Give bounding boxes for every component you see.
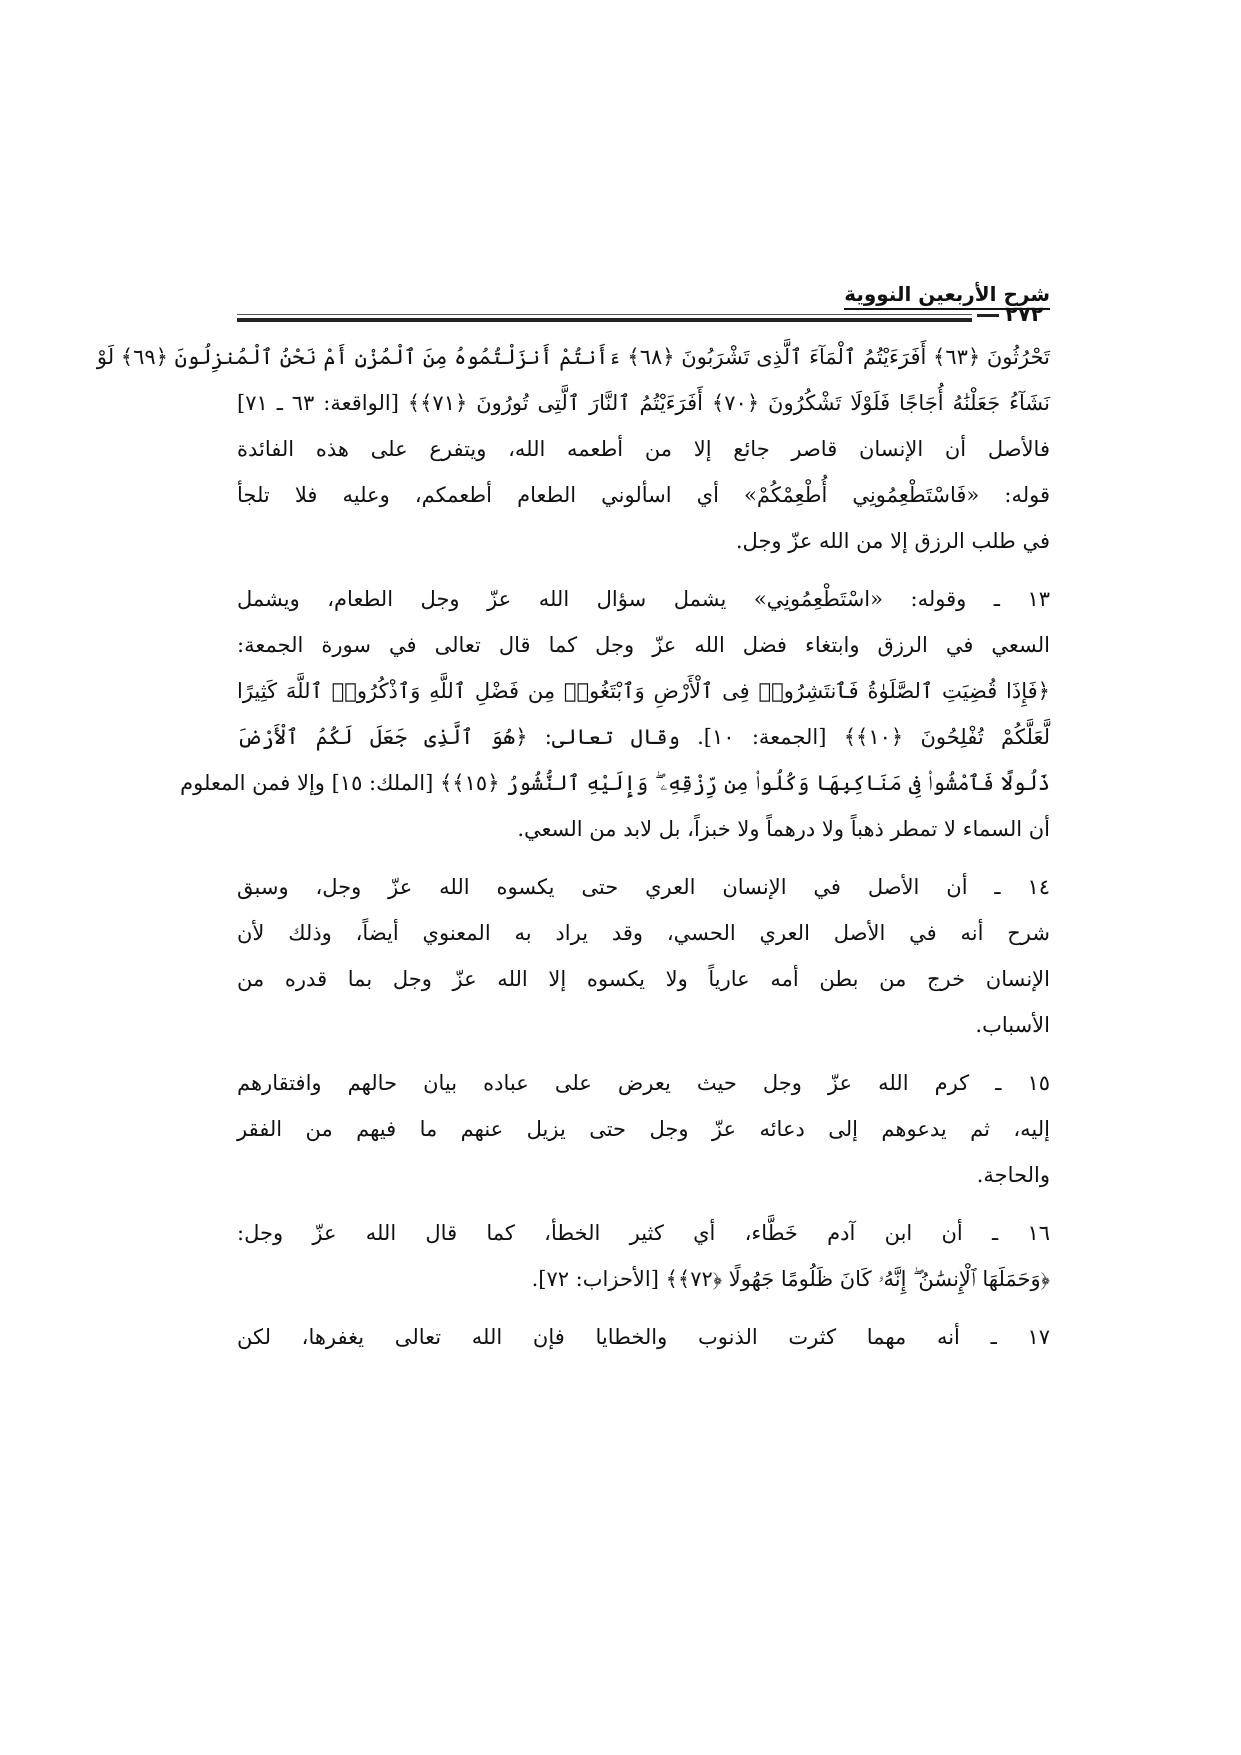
paragraph-14-line: شرح أنه في الأصل العري الحسي، وقد يراد به المعنوي أيضاً، وذلك لأن (237, 921, 1050, 945)
text-line: أن السماء لا تمطر ذهباً ولا درهماً ولا خبزاً، بل لابد من السعي. (517, 817, 1050, 841)
text-line: فالأصل أن الإنسان قاصر جائع إلا من أطعمه الله، ويتفرع على هذه الفائدة (237, 437, 1050, 461)
paragraph-16-line: ١٦ ـ أن ابن آدم خَطَّاء، أي كثير الخطأ، كما قال الله عزّ وجل: (237, 1221, 1050, 1245)
verse-line: تَحْرُثُونَ ﴿٦٣﴾ أَفَرَءَيْتُمُ ٱلْمَآءَ ٱلَّذِى تَشْرَبُونَ ﴿٦٨﴾ ءَأَنتُمْ أَنزَلْتُمُوهُ مِنَ ٱلْمُزْنِ أَمْ نَحْنُ ٱلْمُنزِلُونَ ﴿٦٩﴾ لَوْ (96, 345, 1050, 369)
paragraph-14-line: الإنسان خرج من بطن أمه عارياً ولا يكسوه إلا الله عزّ وجل بما قدره من (237, 967, 1050, 991)
text-line: قوله: «فَاسْتَطْعِمُونِي أُطْعِمْكُمْ» أي اسألوني الطعام أطعمكم، وعليه فلا تلجأ (237, 483, 1050, 507)
paragraph-13-line: السعي في الرزق وابتغاء فضل الله عزّ وجل كما قال تعالى في سورة الجمعة: (237, 633, 1050, 657)
paragraph-15-line: ١٥ ـ كرم الله عزّ وجل حيث يعرض على عباده بيان حالهم وافتقارهم (237, 1071, 1050, 1095)
page-header (237, 282, 1050, 326)
paragraph-15-line: إليه، ثم يدعوهم إلى دعائه عزّ وجل حتى يزيل عنهم ما فيهم من الفقر (237, 1117, 1050, 1141)
verse-line: نَشَآءُ جَعَلْنَٰهُ أُجَاجًا فَلَوْلَا تَشْكُرُونَ ﴿٧٠﴾ أَفَرَءَيْتُمُ ٱلنَّارَ ٱلَّتِى تُورُونَ ﴿٧١﴾﴾ [الواقعة: ٦٣ ـ ٧١] (237, 391, 1050, 415)
header-rule-thin (237, 314, 972, 315)
text-line: في طلب الرزق إلا من الله عزّ وجل. (735, 529, 1050, 553)
verse-line: ﴿وَحَمَلَهَا ٱلْإِنسَٰنُ ۖ إِنَّهُۥ كَانَ ظَلُومًا جَهُولًا ﴿٧٢﴾﴾ [الأحزاب: ٧٢]. (531, 1267, 1050, 1291)
body-text (96, 334, 1051, 1360)
verse-line: ﴿فَإِذَا قُضِيَتِ ٱلصَّلَوٰةُ فَٱنتَشِرُوا۟ فِى ٱلْأَرْضِ وَٱبْتَغُوا۟ مِن فَضْلِ ٱللَّهِ وَٱذْكُرُوا۟ ٱللَّهَ كَثِيرًا (237, 679, 1050, 703)
paragraph-14-line: الأسباب. (975, 1013, 1050, 1037)
paragraph-17-line: ١٧ ـ أنه مهما كثرت الذنوب والخطايا فإن الله تعالى يغفرها، لكن (237, 1325, 1050, 1349)
paragraph-15-line: والحاجة. (976, 1163, 1050, 1187)
verse-line: ذَلُولًا فَٱمْشُوا۟ فِى مَنَاكِبِهَا وَكُلُوا۟ مِن رِّزْقِهِۦ ۖ وَإِلَيْهِ ٱلنُّشُورُ ﴿١٥﴾﴾ [الملك: ١٥] وإلا فمن المعلوم (180, 771, 1050, 795)
verse-line: لَّعَلَّكُمْ تُفْلِحُونَ ﴿١٠﴾﴾ [الجمعة: ١٠]. وقال تعالى: ﴿هُوَ ٱلَّذِى جَعَلَ لَكُمُ ٱلْأَرْضَ (237, 725, 1051, 749)
running-title: شرح الأربعين النووية (844, 282, 1050, 310)
paragraph-13-line: ١٣ ـ وقوله: «اسْتَطْعِمُونِي» يشمل سؤال الله عزّ وجل الطعام، ويشمل (237, 587, 1050, 611)
paragraph-14-line: ١٤ ـ أن الأصل في الإنسان العري حتى يكسوه الله عزّ وجل، وسبق (237, 875, 1050, 899)
page-number: ٢٧٢ (977, 302, 1050, 326)
header-rule (237, 318, 972, 322)
